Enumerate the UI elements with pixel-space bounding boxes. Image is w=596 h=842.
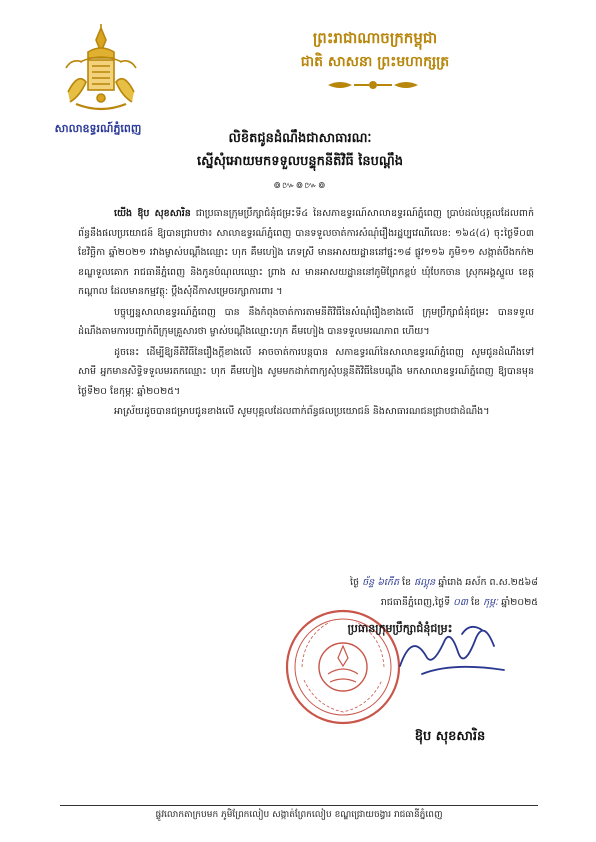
solar-year: ឆ្នាំ២០២៥ <box>501 597 538 608</box>
header-ornament <box>318 78 428 92</box>
notice-subtitle: ស្នើសុំអោយមកទទួលបន្ទុកនីតិវិធី នៃបណ្តឹង <box>196 154 404 169</box>
solar-month: កុម្ភៈ <box>483 597 499 608</box>
lunar-month-label: ខែ <box>402 577 412 588</box>
court-name: សាលាឧទ្ធរណ៍ភ្នំពេញ <box>54 122 142 135</box>
paragraph-1-text: ជាប្រធានក្រុមប្រឹក្សាជំនុំជម្រះទី៤ នៃសភាឧទ្ធរណ៍សាលាឧទ្ធរណ៍ភ្នំពេញ ប្រាប់ដល់បុគ្គលដែលពាក់ព័ន្ធនឹងផលប្រយោជន៍ ឱ្យបានជ្រាបថា៖ សាលាឧទ្ធរណ៍ភ្នំពេញ បានទទួលចាត់ការសំណុំរឿងរដ្ឋប្បវេណីលេខ: ១៦៤(៤) ចុះថ្ងៃទី០៣ ខែវិច្ឆិកា ឆ្នាំ២០២១ រវាងម្ចាស់បណ្តឹងឈ្មោះ ហុក គឹមហៀង ភេទស្រី មានអាសយដ្ឋាននៅផ្ទះ១៨ ផ្លូវ១១៦ ភូមិ១១ សង្កាត់បឹងកក់២ ខណ្ឌទួលគោក រាជធានីភ្នំពេញ និងកូនបំណុលឈ្មោះ ព្រាង ស មានអាសយដ្ឋាននៅភូមិព្រែកខ្ពប់ ឃុំបែកចាន ស្រុកអង្គស្នួល ខេត្តកណ្តាល ដែលមានកម្មវត្ថុ: ប្តឹងសុំដីកាសម្រេចរក្សាការពារ ។ <box>78 208 534 297</box>
kingdom-name: ព្រះរាជាណាចក្រកម្ពុជា <box>312 29 438 47</box>
handwritten-signature <box>392 612 512 686</box>
footer-address: ផ្លូវលោកតាក្របមក ភូមិព្រែកលៀប សង្កាត់ព្រែកលៀប ខណ្ឌជ្រោយចង្វារ រាជធានីភ្នំពេញ <box>155 810 443 820</box>
solar-month-label: ខែ <box>471 597 481 608</box>
signatory-title: ប្រធានក្រុមប្រឹក្សាជំនុំជម្រះ <box>347 622 453 635</box>
solar-day: ០៣ <box>453 597 468 608</box>
issuer-name: យើង ឱុប សុខសារិន <box>114 208 191 219</box>
royal-coat-of-arms-icon <box>58 22 144 118</box>
lunar-date <box>268 576 538 590</box>
paragraph-4: អាស្រ័យដូចបានជម្រាបជូនខាងលើ សូមបុគ្គលដែលពាក់ព័ន្ធផលប្រយោជន៍ និងសាធារណជនជ្រាបជាដំណឹង។ <box>114 406 490 417</box>
national-motto: ជាតិ សាសនា ព្រះមហាក្សត្រ <box>300 54 450 70</box>
paragraph-2: បច្ចុប្បន្នសាលាឧទ្ធរណ៍ភ្នំពេញ បាន នឹងកំពុងចាត់ការតាមនីតិវិធីនៃសំណុំរឿងខាងលើ ក្រុមប្រឹក្សាជំនុំជម្រះ បានទទួលដំណឹងតាមការបញ្ជាក់ពីក្រុមគ្រួសារថា ម្ចាស់បណ្តឹងឈ្មោះហុក គឹមហៀង បានទទួលមរណភាព ហើយ។ <box>78 306 534 337</box>
signatory-name: ឱុប សុខសារិន <box>414 729 486 744</box>
lunar-weekday: ច័ន្ទ <box>362 577 375 588</box>
title-ornament: ៙៚៙៚៙ <box>273 181 327 191</box>
lunar-month: ផល្គុន <box>414 577 436 588</box>
solar-prefix: រាជធានីភ្នំពេញ,ថ្ងៃទី <box>380 597 451 608</box>
paragraph-1 <box>78 204 534 302</box>
lunar-day: ៦កើត <box>377 577 399 588</box>
lunar-prefix: ថ្ងៃ <box>350 577 360 588</box>
paragraph-3: ដូចនេះ ដើម្បីឱ្យនីតិវិធីនៃរឿងក្តីខាងលើ អាចចាត់ការបន្តបាន សភាឧទ្ធរណ៍នៃសាលាឧទ្ធរណ៍ភ្នំពេញ សូមជូនដំណឹងទៅសាមី អ្នកមានសិទ្ធិទទួលមរតកឈ្មោះ ហុក គឹមហៀង សូមមកដាក់ពាក្យសុំបន្តនីតិវិធីនៃបណ្តឹង មកសាលាឧទ្ធរណ៍ភ្នំពេញ ឱ្យបានមុនថ្ងៃទី២០ ខែកុម្ភៈ ឆ្នាំ២០២៥។ <box>78 346 534 397</box>
notice-title: លិខិតជូនដំណឹងជាសាធារណៈ <box>228 131 372 146</box>
footer-divider <box>60 805 538 806</box>
notice-body <box>78 204 534 423</box>
lunar-year: ឆ្នាំរោង ឆស័ក ព.ស.២៥៦៨ <box>438 577 538 588</box>
